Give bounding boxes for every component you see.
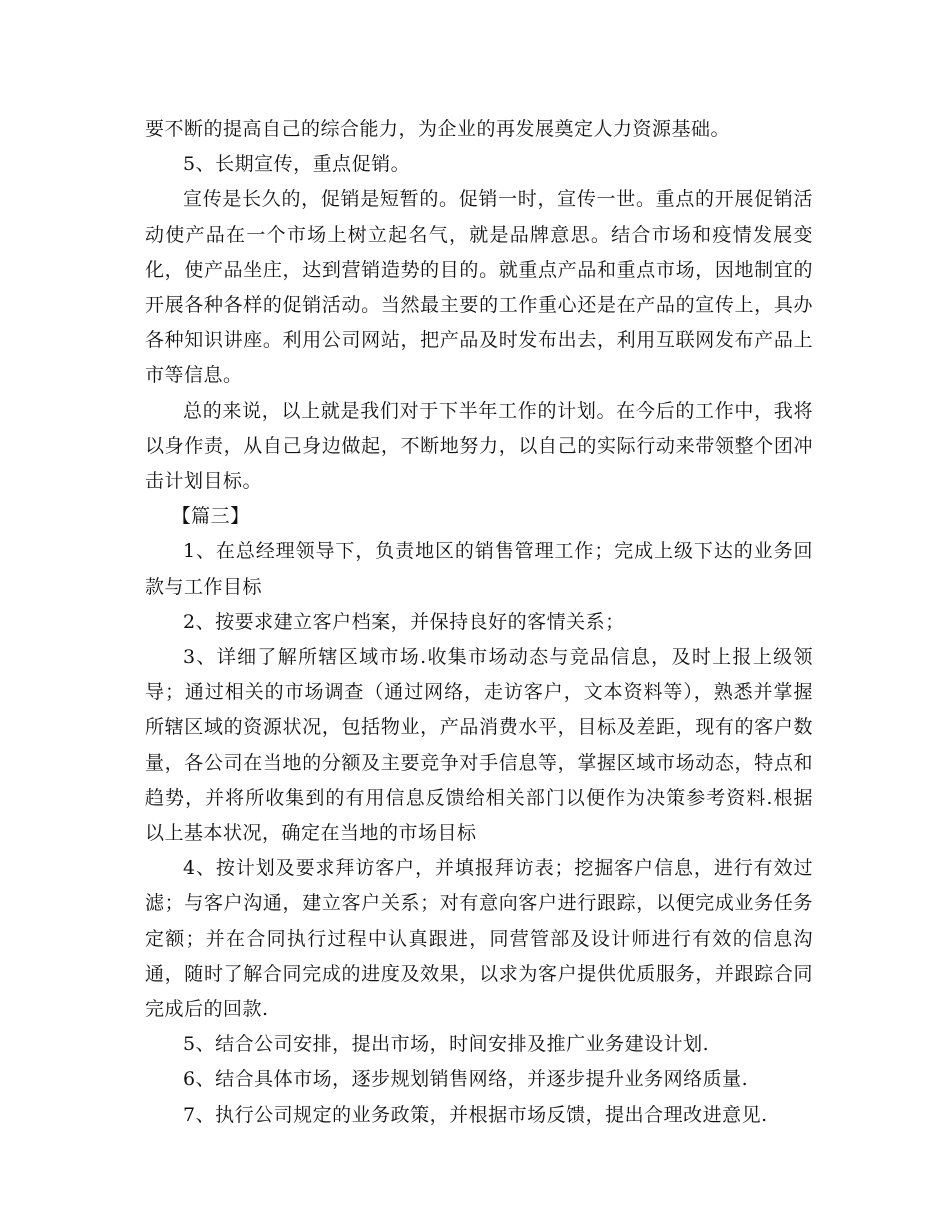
list-item: 5、长期宣传，重点促销。 — [183, 153, 411, 176]
paragraph: 要不断的提高自己的综合能力，为企业的再发展奠定人力资源基础。 — [145, 118, 731, 140]
list-item: 1、在总经理领导下，负责地区的销售管理工作；完成上级下达的业务回款与工作目标 — [145, 540, 813, 598]
list-item: 6、结合具体市场，逐步规划销售网络，并逐步提升业务网络质量. — [183, 1068, 749, 1091]
paragraph: 总的来说，以上就是我们对于下半年工作的计划。在今后的工作中，我将以身作责，从自己身边做起，不断地努力，以自己的实际行动来带领整个团冲击计划目标。 — [145, 399, 813, 493]
section-heading: 【篇三】 — [171, 505, 250, 528]
list-item: 2、按要求建立客户档案，并保持良好的客情关系； — [183, 610, 625, 633]
list-item: 7、执行公司规定的业务政策，并根据市场反馈，提出合理改进意见. — [183, 1103, 768, 1126]
list-item: 5、结合公司安排，提出市场，时间安排及推广业务建设计划. — [183, 1033, 710, 1056]
list-item: 3、详细了解所辖区域市场.收集市场动态与竞品信息，及时上报上级领导；通过相关的市场调查（通过网络，走访客户，文本资料等），熟悉并掌握所辖区域的资源状况，包括物业，产品消费水平，目标及差距，现有的客户数量，各公司在当地的分额及主要竞争对手信息等，掌握区域市场动态，特点和趋势，并将所收集到的有用信息反馈给相关部门以便作为决策参考资料.根据以上基本状况，确定在当地的市场目标 — [145, 646, 813, 845]
document-body — [145, 112, 813, 1133]
paragraph: 宣传是长久的，促销是短暂的。促销一时，宣传一世。重点的开展促销活动使产品在一个市场上树立起名气，就是品牌意思。结合市场和疫情发展变化，使产品坐庄，达到营销造势的目的。就重点产品和重点市场，因地制宜的开展各种各样的促销活动。当然最主要的工作重心还是在产品的宣传上，具办各种知识讲座。利用公司网站，把产品及时发布出去，利用互联网发布产品上市等信息。 — [145, 188, 813, 387]
list-item: 4、按计划及要求拜访客户，并填报拜访表；挖掘客户信息，进行有效过滤；与客户沟通，建立客户关系；对有意向客户进行跟踪，以便完成业务任务定额；并在合同执行过程中认真跟进，同营管部及设计师进行有效的信息沟通，随时了解合同完成的进度及效果，以求为客户提供优质服务，并跟踪合同完成后的回款. — [145, 857, 813, 1021]
